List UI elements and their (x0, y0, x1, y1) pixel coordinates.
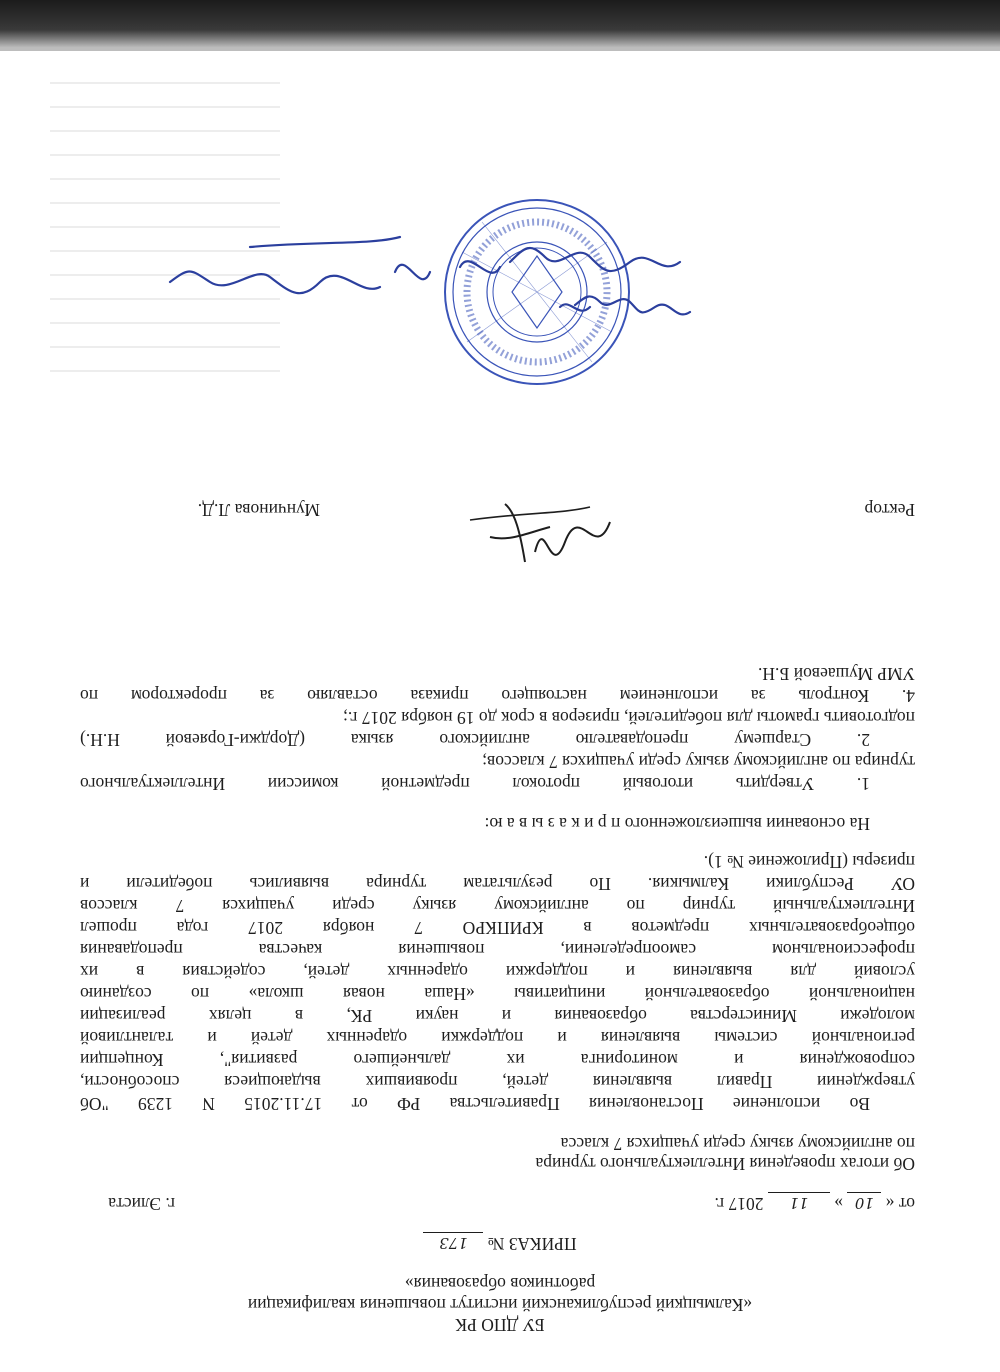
body-line: призеры (Приложение № 1). (703, 852, 915, 872)
body-line: условий для выявления и поддержки одаренных детей, содействия в их (80, 962, 915, 982)
order-date (714, 1192, 915, 1214)
order-item: подготовить грамоты для победителей, призеров в срок до 19 ноября 2017 г.; (342, 708, 915, 728)
signer-name: Мунчинова Л.Д. (197, 500, 320, 520)
body-line: профессиональном самоопределении, повышения качества преподавания (80, 940, 915, 960)
body-line: утверждении Правил выявления детей, проявивших выдающиеся способности, (80, 1072, 915, 1092)
subject-line-1: Об итогах проведения Интеллектуального турнира (535, 1154, 915, 1174)
order-month: 11 (768, 1192, 830, 1213)
body-line: молодежи Министерства образования и науки РК, в целях реализации (80, 1006, 915, 1026)
body-line: сопровождения и мониторинга их дальнейшего развития", Концепции (80, 1050, 915, 1070)
order-title (300, 1232, 700, 1254)
date-prefix: от « (885, 1194, 915, 1214)
order-number: 173 (423, 1232, 483, 1253)
order-item: 2. Старшему преподавателю английского языка (Дорджи-Горяевой Н.Н.) (80, 730, 870, 750)
body-line: общеобразовательных предметов в КРИПКРО 7 ноября 2017 года прошел (80, 918, 915, 938)
institute-name-cont: работников образования» (404, 1274, 596, 1294)
order-basis: На основании вышеизложенного п р и к а з ы в а ю: (484, 814, 870, 834)
order-item: турнира по английскому языку среди учащихся 7 классов; (482, 752, 915, 772)
order-day: 10 (847, 1192, 881, 1213)
order-city: г. Элиста (108, 1194, 175, 1214)
rector-signature (460, 492, 620, 582)
date-separator: » (834, 1194, 843, 1214)
body-line: Во исполнение Постановления Правительства РФ от 17.11.2015 N 1239 "Об (80, 1094, 870, 1114)
order-item: УМР Мушаевой Б.Н. (757, 664, 915, 684)
body-line: национальной образовательной инициативы «Наша новая школа» по созданию (80, 984, 915, 1004)
order-year: 2017 г. (714, 1194, 764, 1214)
handwritten-certification (140, 222, 700, 332)
body-line: Интеллектуальный турнир по английскому языку среди учащихся 7 классов (80, 896, 915, 916)
subject-line-2: по английскому языку среди учащихся 7 класса (560, 1134, 915, 1154)
order-item: 4. Контроль за исполнением настоящего приказа оставляю за проректором по (80, 686, 915, 706)
order-title-label: ПРИКАЗ № (487, 1234, 577, 1254)
body-line: ОУ Республики Калмыкия. По результатам турнира выявились победители и (80, 874, 915, 894)
org-name: БУ ДПО РК (455, 1315, 545, 1335)
institute-name: «Калмыцкий республиканский институт повышения квалификации (247, 1295, 753, 1315)
signer-position: Ректор (864, 500, 915, 520)
order-item: 1. Утвердить итоговый протокол предметной комиссии Интеллектуального (80, 774, 870, 794)
body-line: региональной системы выявления и поддержки одаренных детей и талантливой (80, 1028, 915, 1048)
